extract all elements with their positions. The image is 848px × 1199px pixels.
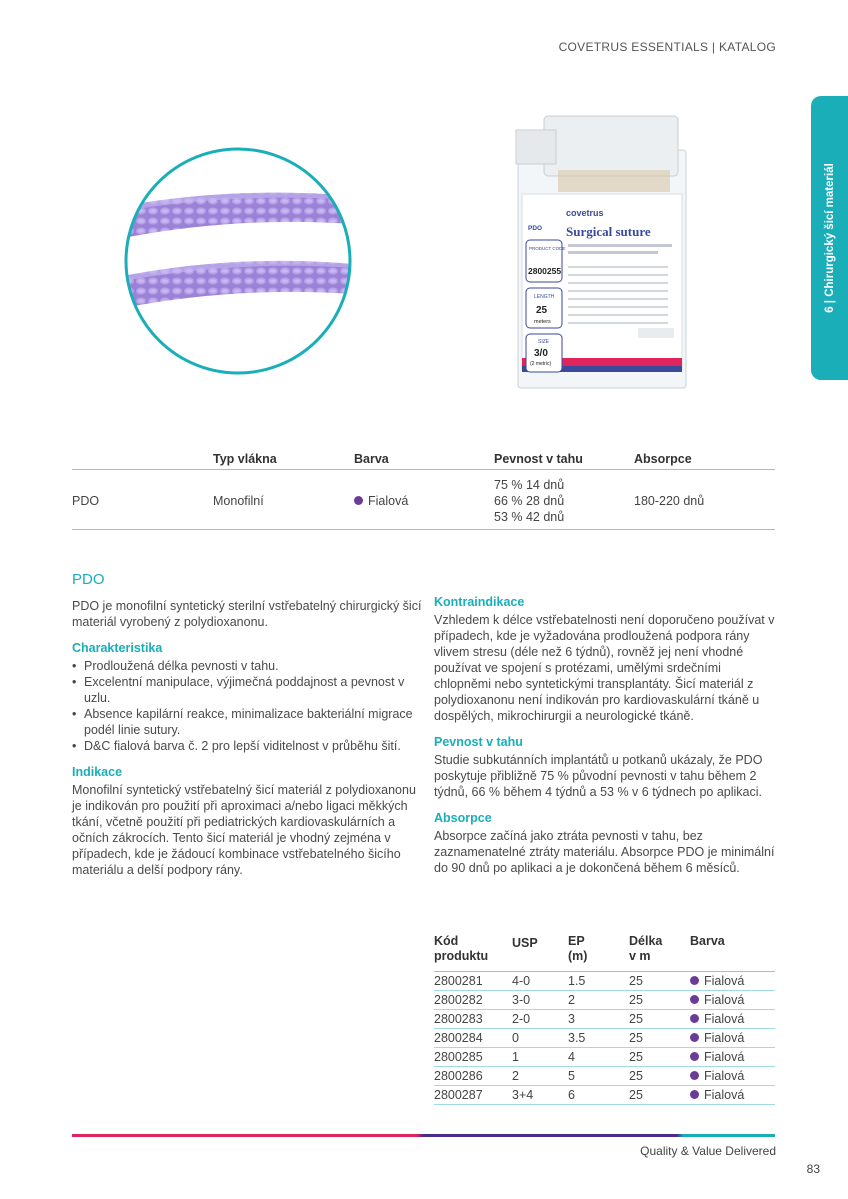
length-value: 25 [629, 1012, 643, 1026]
ep-value: 2 [568, 993, 575, 1007]
list-item: • Absence kapilární reakce, minimalizace bakteriální migrace podél linie sutury. [72, 706, 422, 738]
purple-color-dot-icon [690, 976, 699, 985]
length-value: 25 [629, 1050, 643, 1064]
strength-line: 66 % 28 dnů [494, 494, 565, 508]
left-column [72, 598, 422, 878]
table-row [434, 1048, 775, 1067]
color-label: Fialová [704, 1012, 745, 1026]
spec-row-color [354, 494, 408, 508]
product-table-body [434, 972, 775, 1105]
page-number: 83 [806, 1162, 820, 1176]
purple-color-dot-icon [690, 1014, 699, 1023]
product-header-usp: USP [512, 936, 538, 950]
list-item: • Prodloužená délka pevnosti v tahu. [72, 658, 422, 674]
intro-paragraph: PDO je monofilní syntetický sterilní vstřebatelný chirurgický šicí materiál vyrobený z polydioxanonu. [72, 599, 422, 629]
length-value: 25 [629, 993, 643, 1007]
box-size-sub: (2 metric) [530, 361, 552, 367]
purple-color-dot-icon [690, 1071, 699, 1080]
box-code: 2800255 [528, 266, 562, 276]
product-header-length: Délka v m [629, 934, 663, 963]
color-label: Fialová [704, 1031, 745, 1045]
ep-value: 3.5 [568, 1031, 586, 1045]
strength-line: 75 % 14 dnů [494, 478, 565, 492]
purple-color-dot-icon [690, 1033, 699, 1042]
spec-row-absorption: 180-220 dnů [634, 494, 705, 508]
usp-value: 0 [512, 1031, 519, 1045]
usp-value: 2-0 [512, 1012, 531, 1026]
length-value: 25 [629, 1031, 643, 1045]
ep-value: 1.5 [568, 974, 586, 988]
spec-row-color-label: Fialová [368, 494, 409, 508]
box-brand: covetrus [566, 208, 604, 218]
spec-row-type: Monofilní [213, 494, 264, 508]
ep-value: 3 [568, 1012, 575, 1026]
spec-row-name: PDO [72, 494, 100, 508]
length-value: 25 [629, 1088, 643, 1102]
purple-color-dot-icon [690, 995, 699, 1004]
box-size-label: SIZE [538, 339, 550, 345]
length-value: 25 [629, 974, 643, 988]
product-code: 2800284 [434, 1031, 483, 1045]
box-length: 25 [536, 305, 548, 316]
box-size: 3/0 [534, 348, 548, 359]
strength-line: 53 % 42 dnů [494, 510, 565, 524]
section-title: PDO [72, 571, 105, 588]
contraindications-heading: Kontraindikace [434, 595, 525, 609]
spec-header-color: Barva [354, 452, 389, 466]
table-row [434, 1010, 775, 1029]
spec-table [72, 448, 775, 530]
length-value: 25 [629, 1069, 643, 1083]
color-value [690, 1088, 744, 1102]
ep-value: 6 [568, 1088, 575, 1102]
spec-table-header [72, 448, 775, 470]
color-label: Fialová [704, 993, 745, 1007]
product-code: 2800281 [434, 974, 483, 988]
color-value [690, 1012, 744, 1026]
color-value [690, 1069, 744, 1083]
purple-color-dot-icon [690, 1090, 699, 1099]
color-value [690, 1031, 744, 1045]
product-header-color: Barva [690, 934, 725, 948]
product-code: 2800282 [434, 993, 483, 1007]
box-title: Surgical suture [566, 224, 651, 239]
spec-table-row [72, 470, 775, 530]
purple-color-dot-icon [354, 496, 363, 505]
color-label: Fialová [704, 1069, 745, 1083]
product-code: 2800286 [434, 1069, 483, 1083]
box-length-unit: meters [534, 319, 551, 325]
product-code: 2800283 [434, 1012, 483, 1026]
box-length-label: LENGTH [534, 294, 555, 300]
strength-heading: Pevnost v tahu [434, 735, 523, 749]
suture-closeup-image [123, 146, 353, 376]
right-column [434, 594, 779, 876]
product-header-ep: EP (m) [568, 934, 588, 963]
ep-value: 5 [568, 1069, 575, 1083]
chapter-side-tab[interactable] [811, 96, 848, 380]
product-code: 2800287 [434, 1088, 483, 1102]
usp-value: 4-0 [512, 974, 531, 988]
color-value [690, 993, 744, 1007]
box-side-label: PDO [528, 225, 543, 232]
strength-paragraph: Studie subkutánních implantátů u potkanů ukázaly, že PDO poskytuje přibližně 75 % původní pevnosti v tahu během 2 týdnů, 66 % během 4 týdnů a 53 % v 6 týdnech po aplikaci. [434, 753, 763, 799]
product-header-code: Kód produktu [434, 934, 489, 963]
product-table [434, 932, 775, 1105]
ep-value: 4 [568, 1050, 575, 1064]
characteristics-list [72, 658, 422, 754]
spec-header-type: Typ vlákna [213, 452, 277, 466]
table-row [434, 972, 775, 991]
spec-header-strength: Pevnost v tahu [494, 452, 583, 466]
table-row [434, 991, 775, 1010]
color-label: Fialová [704, 1088, 745, 1102]
table-row [434, 1067, 775, 1086]
indications-paragraph: Monofilní syntetický vstřebatelný šicí materiál z polydioxanonu je indikován pro použití při aproximaci a/nebo ligaci měkkých tkání, včetně použití při pediatrických kardiovaskulárních a očních zákrocích. Tento šicí materiál je vhodný zejména v případech, kde je žádoucí kombinace vstřebatelného šicího materiálu a delší podpory rány. [72, 783, 416, 877]
spec-row-strength [494, 477, 564, 525]
characteristics-heading: Charakteristika [72, 641, 163, 655]
product-table-header [434, 932, 775, 972]
usp-value: 3+4 [512, 1088, 534, 1102]
box-code-label: PRODUCT CODE [529, 246, 566, 251]
chapter-side-tab-label: 6 | Chirurgický šicí materiál [823, 163, 836, 313]
catalog-header: COVETRUS ESSENTIALS | KATALOG [558, 40, 776, 54]
absorption-heading: Absorpce [434, 811, 492, 825]
footer-divider [72, 1134, 775, 1137]
contraindications-paragraph: Vzhledem k délce vstřebatelnosti není doporučeno používat v případech, kde je vyžadována prodloužená podpora rány vlivem stresu (déle než 6 týdnů), rovněž jej není vhodné používat ve spojení s protézami, umělými srdečními chlopněmi nebo syntetickými transplantáty. Šicí materiál z polydioxanonu není indikován pro kardiovaskulární tkáně u dospělých, mikrochirurgii a neurologické tkáně. [434, 613, 775, 723]
usp-value: 1 [512, 1050, 519, 1064]
absorption-paragraph: Absorpce začíná jako ztráta pevnosti v tahu, bez zaznamenatelné ztráty materiálu. Absorpce PDO je minimální do 90 dnů po aplikaci a je dokončená během 6 měsíců. [434, 829, 775, 875]
list-item: • Excelentní manipulace, výjimečná poddajnost a pevnost v uzlu. [72, 674, 422, 706]
purple-color-dot-icon [690, 1052, 699, 1061]
list-item: • D&C fialová barva č. 2 pro lepší viditelnost v průběhu šití. [72, 738, 422, 754]
product-code: 2800285 [434, 1050, 483, 1064]
color-label: Fialová [704, 1050, 745, 1064]
spec-header-absorption: Absorpce [634, 452, 692, 466]
indications-heading: Indikace [72, 765, 123, 779]
color-label: Fialová [704, 974, 745, 988]
suture-box-image [508, 98, 698, 394]
usp-value: 2 [512, 1069, 519, 1083]
color-value [690, 1050, 744, 1064]
footer-tagline: Quality & Value Delivered [640, 1144, 776, 1158]
table-row [434, 1086, 775, 1105]
table-row [434, 1029, 775, 1048]
color-value [690, 974, 744, 988]
usp-value: 3-0 [512, 993, 531, 1007]
